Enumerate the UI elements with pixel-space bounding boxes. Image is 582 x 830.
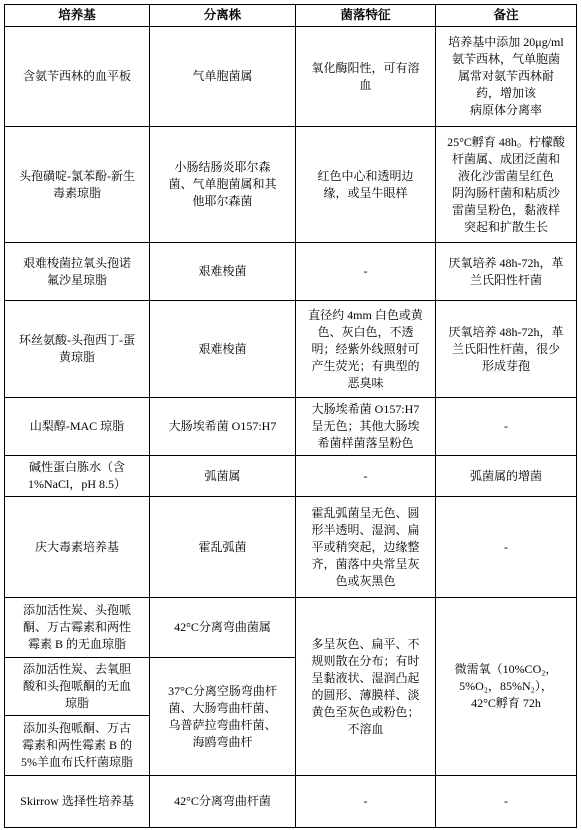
colony-cell bbox=[296, 598, 436, 776]
note-cell bbox=[436, 127, 577, 243]
header-isolate: 分离株 bbox=[150, 5, 296, 27]
colony-cell bbox=[296, 127, 436, 243]
medium-text: 碱性蛋白胨水（含 1%NaCl，pH 8.5） bbox=[28, 460, 126, 491]
medium-cell bbox=[5, 598, 150, 658]
note-text: - bbox=[504, 539, 508, 554]
note-cell bbox=[436, 497, 577, 598]
medium-cell bbox=[5, 658, 150, 716]
colony-cell bbox=[296, 497, 436, 598]
note-cell bbox=[436, 301, 577, 398]
medium-text: Skirrow 选择性培养基 bbox=[20, 794, 134, 808]
medium-text: 山梨醇-MAC 琼脂 bbox=[29, 419, 125, 433]
medium-cell bbox=[5, 301, 150, 398]
medium-text: 艰难梭菌拉氧头孢诺 氟沙星琼脂 bbox=[22, 255, 131, 287]
isolate-cell bbox=[150, 27, 296, 127]
header-colony: 菌落特征 bbox=[296, 5, 436, 27]
medium-cell bbox=[5, 243, 150, 301]
table-row bbox=[5, 398, 577, 456]
medium-text: 添加活性炭、去氧胆 酸和头孢哌酮的无血 琼脂 bbox=[22, 662, 131, 710]
note-cell bbox=[436, 27, 577, 127]
colony-text: 霍乱弧菌呈无色、圆 形半透明、湿润、扁 平或稍突起，边缘整 齐，菌落中央常呈灰 色或灰黑色 bbox=[311, 505, 420, 588]
table-row bbox=[5, 27, 577, 127]
note-text: - bbox=[504, 419, 508, 433]
colony-cell bbox=[296, 27, 436, 127]
note-text: 厌氧培养 48h-72h，革 兰氏阳性杆菌，很少 形成芽孢 bbox=[448, 324, 564, 373]
note-cell bbox=[436, 776, 577, 828]
colony-cell bbox=[296, 456, 436, 497]
medium-text: 庆大毒素培养基 bbox=[34, 539, 119, 554]
medium-cell bbox=[5, 398, 150, 456]
colony-text: 红色中心和透明边 缘，或呈牛眼样 bbox=[317, 168, 414, 200]
isolate-text: 37°C分离空肠弯曲杆 菌、大肠弯曲杆菌、 乌普萨拉弯曲杆菌、 海鸥弯曲杆 bbox=[168, 683, 277, 749]
colony-text: 多呈灰色、扁平、不 规则散在分布；有时 呈黏液状、湿润凸起 的圆形、薄膜样、淡 黄色至灰色或粉色； 不溶血 bbox=[311, 636, 420, 736]
note-text: 微需氧（10%CO₂， 5%O₂，85%N₂）， 42°C孵育 72h bbox=[454, 662, 558, 710]
note-text: 厌氧培养 48h-72h，革 兰氏阳性杆菌 bbox=[448, 255, 564, 287]
header-row bbox=[5, 5, 577, 27]
colony-text: - bbox=[363, 468, 368, 483]
medium-cell bbox=[5, 27, 150, 127]
table-row bbox=[5, 497, 577, 598]
isolate-cell bbox=[150, 398, 296, 456]
colony-cell bbox=[296, 398, 436, 456]
note-cell bbox=[436, 456, 577, 497]
isolate-text: 小肠结肠炎耶尔森 菌、气单胞菌属和其 他耶尔森菌 bbox=[168, 160, 277, 208]
note-cell bbox=[436, 243, 577, 301]
colony-text: 氧化酶阳性，可有溶 血 bbox=[311, 60, 420, 92]
isolate-text: 艰难梭菌 bbox=[198, 264, 247, 278]
isolate-cell bbox=[150, 301, 296, 398]
table-row bbox=[5, 598, 577, 658]
medium-text: 含氨苄西林的血平板 bbox=[22, 69, 131, 83]
medium-text: 添加头孢哌酮、万古 霉素和两性霉素 B 的 5%羊血布氏杆菌琼脂 bbox=[21, 721, 133, 769]
isolate-text: 气单胞菌属 bbox=[192, 69, 253, 83]
isolate-text: 大肠埃希菌 O157:H7 bbox=[168, 419, 277, 433]
isolate-cell bbox=[150, 658, 296, 776]
medium-text: 环丝氨酸-头孢西丁-蛋 黄琼脂 bbox=[19, 333, 135, 364]
isolate-cell bbox=[150, 497, 296, 598]
isolate-cell bbox=[150, 598, 296, 658]
table-row bbox=[5, 243, 577, 301]
isolate-text: 霍乱弧菌 bbox=[198, 539, 247, 554]
isolate-text: 42°C分离弯曲杆菌 bbox=[174, 794, 271, 808]
note-cell bbox=[436, 398, 577, 456]
header-note: 备注 bbox=[436, 5, 577, 27]
note-text: 弧菌属的增菌 bbox=[469, 468, 542, 483]
isolate-cell bbox=[150, 456, 296, 497]
table-row bbox=[5, 127, 577, 243]
medium-cell bbox=[5, 776, 150, 828]
medium-cell bbox=[5, 716, 150, 776]
medium-cell bbox=[5, 497, 150, 598]
media-table bbox=[4, 4, 577, 828]
medium-text: 头孢磺啶-氯苯酚-新生 毒素琼脂 bbox=[19, 168, 135, 200]
colony-cell bbox=[296, 301, 436, 398]
medium-cell bbox=[5, 456, 150, 497]
medium-text: 添加活性炭、头孢哌 酮、万古霉素和两性 霉素 B 的无血琼脂 bbox=[22, 603, 131, 651]
table-row bbox=[5, 456, 577, 497]
note-cell bbox=[436, 598, 577, 776]
isolate-cell bbox=[150, 243, 296, 301]
note-text: 培养基中添加 20μg/ml 氨苄西林，气单胞菌 属常对氨苄西林耐 药，增加该 病原体分离率 bbox=[448, 35, 564, 117]
isolate-text: 弧菌属 bbox=[204, 468, 241, 483]
colony-text: - bbox=[363, 264, 368, 278]
colony-text: - bbox=[363, 794, 368, 808]
colony-text: 直径约 4mm 白色或黄 色、灰白色，不透 明；经紫外线照射可 产生荧光；有典型的 恶臭味 bbox=[308, 307, 423, 390]
medium-cell bbox=[5, 127, 150, 243]
isolate-text: 42°C分离弯曲菌属 bbox=[174, 620, 271, 634]
isolate-cell bbox=[150, 127, 296, 243]
colony-cell bbox=[296, 776, 436, 828]
colony-text: 大肠埃希菌 O157:H7 呈无色；其他大肠埃 希菌样菌落呈粉色 bbox=[311, 402, 420, 450]
isolate-text: 艰难梭菌 bbox=[198, 341, 247, 356]
table-row bbox=[5, 776, 577, 828]
note-text: - bbox=[504, 794, 508, 808]
table-row bbox=[5, 301, 577, 398]
isolate-cell bbox=[150, 776, 296, 828]
header-medium: 培养基 bbox=[5, 5, 150, 27]
colony-cell bbox=[296, 243, 436, 301]
note-text: 25°C孵育 48h。柠檬酸 杆菌属、成团泛菌和 液化沙雷菌呈红色 阴沟肠杆菌和粘质沙 雷菌呈粉色，黏液样 突起和扩散生长 bbox=[447, 134, 565, 234]
